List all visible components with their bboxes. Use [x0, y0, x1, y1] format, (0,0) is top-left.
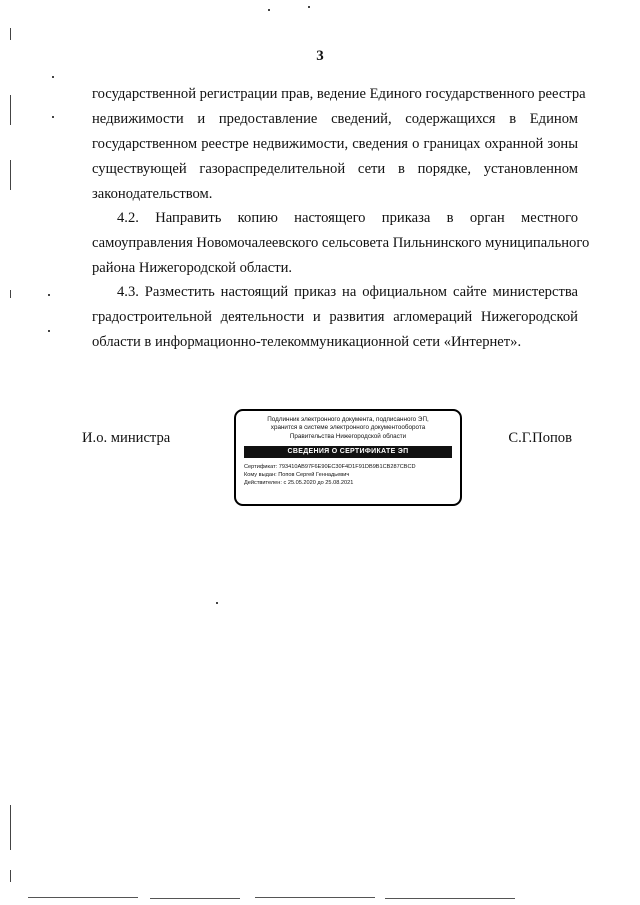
- scan-edge-line: [28, 897, 138, 898]
- scan-mark: [10, 95, 11, 125]
- text-line: недвижимости и предоставление сведений, содержащихся в Едином: [92, 111, 578, 127]
- scan-edge-line: [385, 898, 515, 899]
- stamp-header-line: Подлинник электронного документа, подписанного ЭП,: [267, 416, 429, 423]
- stamp-header: [236, 416, 460, 441]
- scan-mark: [10, 28, 11, 40]
- text-line: 4.3. Разместить настоящий приказ на официальном сайте министерства: [117, 284, 578, 300]
- scan-mark: [308, 6, 310, 8]
- stamp-title: СВЕДЕНИЯ О СЕРТИФИКАТЕ ЭП: [244, 446, 452, 458]
- signatory-position: И.о. министра: [82, 430, 171, 446]
- signatory-name: С.Г.Попов: [508, 430, 572, 446]
- stamp-header-line: хранится в системе электронного документооборота: [270, 424, 426, 432]
- scan-mark: [52, 76, 54, 78]
- scan-mark: [10, 805, 11, 850]
- text-line: государственном реестре недвижимости, сведения о границах охранной зоны: [92, 136, 578, 152]
- page-number: 3: [316, 48, 324, 64]
- text-line: законодательством.: [92, 186, 213, 202]
- text-line: области в информационно-телекоммуникационной сети «Интернет».: [92, 334, 522, 350]
- text-line: государственной регистрации прав, ведение Единого государственного реестра: [92, 86, 586, 102]
- certificate-validity: Действителен: с 25.05.2020 до 25.08.2021: [244, 479, 354, 486]
- text-line: 4.2. Направить копию настоящего приказа в орган местного: [117, 210, 578, 226]
- certificate-owner: Кому выдан: Попов Сергей Геннадьевич: [244, 471, 350, 478]
- scan-edge-line: [150, 898, 240, 899]
- electronic-signature-stamp: [234, 409, 462, 506]
- scan-mark: [52, 116, 54, 118]
- text-line: градостроительной деятельности и развития агломераций Нижегородской: [92, 309, 578, 325]
- text-line: района Нижегородской области.: [92, 260, 293, 276]
- stamp-header-line: Правительства Нижегородской области: [289, 432, 407, 440]
- certificate-number: Сертификат: 793410AB97F6E90EC30F4D1F91DB9B1CB287CBCD: [244, 463, 416, 470]
- text-line: существующей газораспределительной сети в порядке, установленном: [92, 161, 578, 177]
- scan-mark: [10, 870, 11, 882]
- scan-mark: [216, 602, 218, 604]
- stamp-details: [244, 463, 460, 487]
- scan-mark: [10, 290, 11, 298]
- scan-edge-line: [255, 897, 375, 898]
- text-line: самоуправления Новомочалеевского сельсовета Пильнинского муниципального: [92, 235, 590, 251]
- scan-mark: [48, 294, 50, 296]
- scan-mark: [268, 9, 270, 11]
- scan-mark: [48, 330, 50, 332]
- scan-mark: [10, 160, 11, 190]
